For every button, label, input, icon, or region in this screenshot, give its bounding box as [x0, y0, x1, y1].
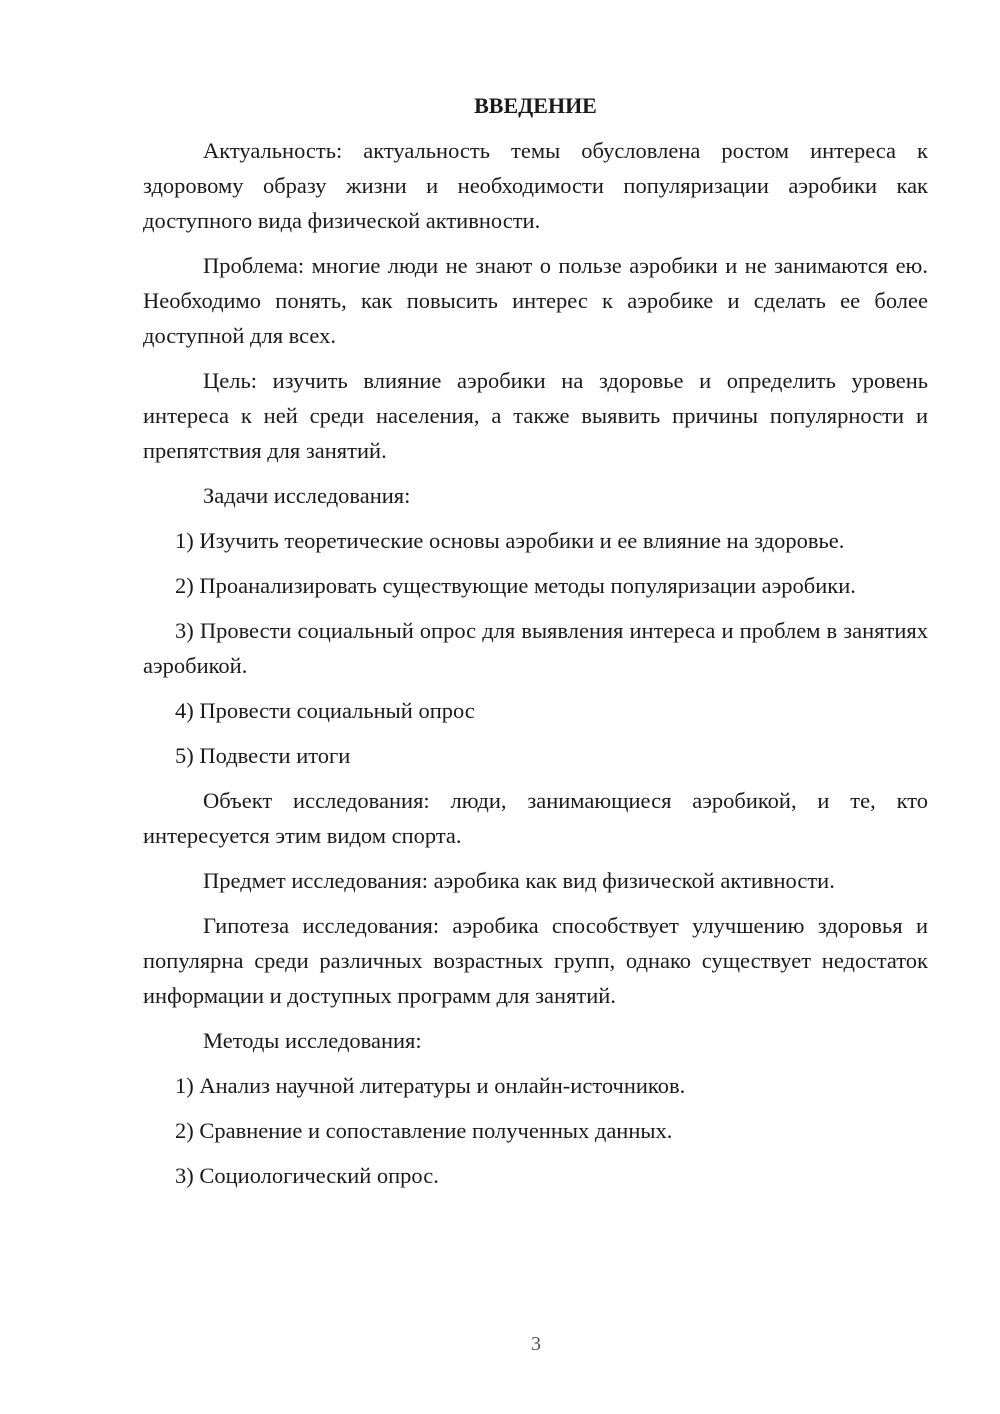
paragraph-methods-heading: Методы исследования:: [203, 1028, 422, 1053]
paragraph-hypothesis: Гипотеза исследования: аэробика способствует улучшению здоровья и популярна среди различных возрастных групп, однако существует недостаток информации и доступных программ для занятий.: [143, 913, 928, 1008]
list-item-method-1: 1) Анализ научной литературы и онлайн-источников.: [175, 1073, 686, 1098]
list-item-task-3: 3) Провести социальный опрос для выявления интереса и проблем в занятиях аэробикой.: [143, 618, 928, 678]
paragraph-subject: Предмет исследования: аэробика как вид физической активности.: [203, 868, 835, 893]
list-item-method-3: 3) Социологический опрос.: [175, 1163, 439, 1188]
list-item-task-5: 5) Подвести итоги: [175, 743, 351, 768]
paragraph-relevance: Актуальность: актуальность темы обусловлена ростом интереса к здоровому образу жизни и необходимости популяризации аэробики как доступного вида физической активности.: [143, 138, 928, 233]
list-item-method-2: 2) Сравнение и сопоставление полученных данных.: [175, 1118, 673, 1143]
list-item-task-1: 1) Изучить теоретические основы аэробики и ее влияние на здоровье.: [175, 528, 845, 553]
page-number: 3: [531, 1333, 541, 1355]
paragraph-object: Объект исследования: люди, занимающиеся аэробикой, и те, кто интересуется этим видом спорта.: [143, 788, 928, 848]
list-item-task-2: 2) Проанализировать существующие методы популяризации аэробики.: [175, 573, 856, 598]
paragraph-goal: Цель: изучить влияние аэробики на здоровье и определить уровень интереса к ней среди населения, а также выявить причины популярности и препятствия для занятий.: [143, 368, 928, 463]
paragraph-problem: Проблема: многие люди не знают о пользе аэробики и не занимаются ею. Необходимо понять, как повысить интерес к аэробике и сделать ее более доступной для всех.: [143, 253, 928, 348]
document-body: [143, 88, 928, 1203]
paragraph-tasks-heading: Задачи исследования:: [203, 483, 411, 508]
page-title: ВВЕДЕНИЕ: [474, 93, 597, 118]
list-item-task-4: 4) Провести социальный опрос: [175, 698, 475, 723]
